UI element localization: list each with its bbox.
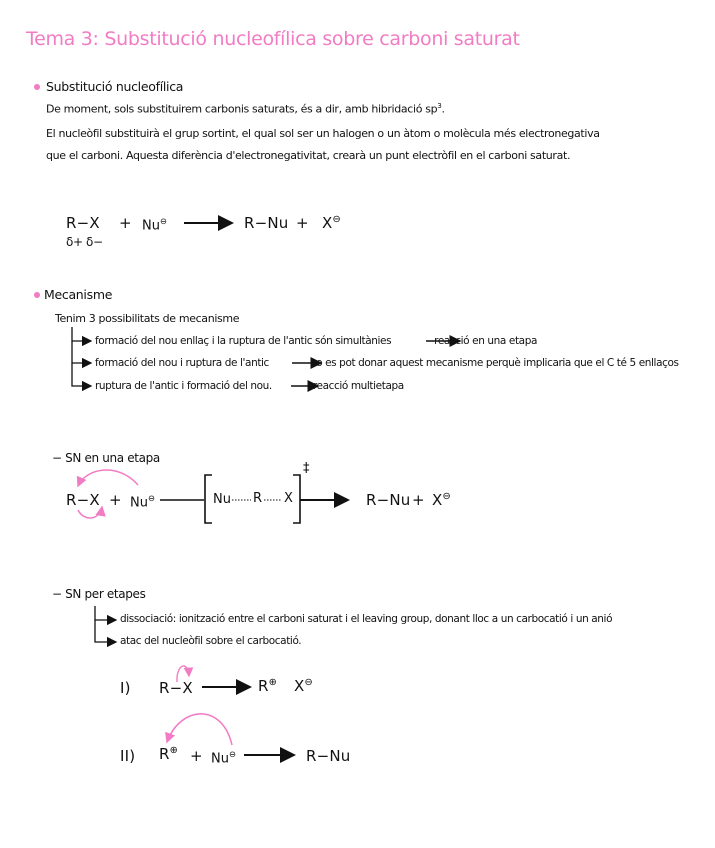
step-label: II) bbox=[120, 747, 136, 765]
transition-state-mark: ‡ bbox=[303, 461, 310, 476]
plus-sign: + bbox=[119, 214, 132, 232]
branch-arrow bbox=[95, 620, 116, 642]
sn-steps-sub: dissociació: ionització entre el carboni saturat i el leaving group, donant lloc a un carbocatió i un anió bbox=[120, 613, 613, 625]
reactant-rx: R−X bbox=[66, 214, 100, 232]
page-title: Tema 3: Substitució nucleofílica sobre carboni saturat bbox=[26, 28, 520, 50]
ts-nu: Nu bbox=[213, 492, 231, 507]
nucleophile: Nu⊖ bbox=[130, 493, 156, 511]
nucleophile: Nu⊖ bbox=[142, 216, 168, 234]
mechanism-item: formació del nou enllaç i la ruptura de l'antic són simultànies reacció en una etapa bbox=[95, 335, 537, 347]
branch-arrow bbox=[72, 341, 91, 363]
plus-sign: + bbox=[412, 491, 425, 509]
branch-arrow bbox=[72, 327, 91, 341]
leaving-group: X⊖ bbox=[432, 491, 451, 509]
product-rnu: R−Nu bbox=[306, 747, 351, 765]
section-heading-mecanisme: Mecanisme bbox=[44, 287, 113, 302]
mechanism-item: ruptura de l'antic i formació del nou. reacció multietapa bbox=[95, 380, 404, 392]
paragraph-text: De moment, sols substituirem carbonis saturats, és a dir, amb hibridació sp bbox=[46, 102, 438, 116]
bracket-left bbox=[205, 475, 212, 523]
paragraph-text: . bbox=[441, 102, 445, 116]
anion: X⊖ bbox=[294, 677, 313, 695]
plus-sign: + bbox=[190, 747, 203, 765]
paragraph-line: El nucleòfil substituirà el grup sortint, el qual sol ser un halogen o un àtom o molècula més electronegativa bbox=[46, 127, 600, 140]
step-label: I) bbox=[120, 679, 131, 697]
curved-arrow bbox=[177, 666, 189, 682]
superscript: 3 bbox=[437, 101, 442, 110]
paragraph-line: que el carboni. Aquesta diferència d'electronegativitat, crearà un punt electròfil en el carboni saturat. bbox=[46, 149, 571, 162]
branch-arrow bbox=[95, 606, 116, 620]
ts-x: X bbox=[284, 491, 293, 506]
carbocation: R⊕ bbox=[258, 677, 277, 695]
curved-arrow bbox=[78, 470, 138, 486]
partial-charges: δ+ δ− bbox=[66, 235, 103, 249]
leaving-group: X⊖ bbox=[322, 214, 341, 232]
sn-steps-sub: atac del nucleòfil sobre el carbocatió. bbox=[120, 635, 302, 647]
curved-arrow bbox=[78, 507, 102, 518]
product-rnu: R−Nu bbox=[366, 491, 411, 509]
mecanisme-intro: Tenim 3 possibilitats de mecanisme bbox=[55, 312, 240, 325]
curved-arrow bbox=[167, 714, 232, 745]
sn-one-heading: − SN en una etapa bbox=[52, 451, 160, 465]
product-rnu: R−Nu bbox=[244, 214, 289, 232]
plus-sign: + bbox=[109, 491, 122, 509]
carbocation: R⊕ bbox=[159, 745, 178, 763]
reactant-rx: R−X bbox=[159, 679, 193, 697]
section-heading-substitucio: Substitució nucleofílica bbox=[46, 79, 184, 94]
sn-steps-heading: − SN per etapes bbox=[52, 587, 146, 601]
reactant-rx: R−X bbox=[66, 491, 100, 509]
plus-sign: + bbox=[296, 214, 309, 232]
branch-arrow bbox=[72, 363, 91, 386]
ts-r: R bbox=[253, 491, 263, 506]
mechanism-item: formació del nou i ruptura de l'antic no es pot donar aquest mecanisme perquè implicaria que el C té 5 enllaços bbox=[95, 357, 679, 369]
bracket-right bbox=[293, 475, 300, 523]
nucleophile: Nu⊖ bbox=[211, 749, 237, 767]
